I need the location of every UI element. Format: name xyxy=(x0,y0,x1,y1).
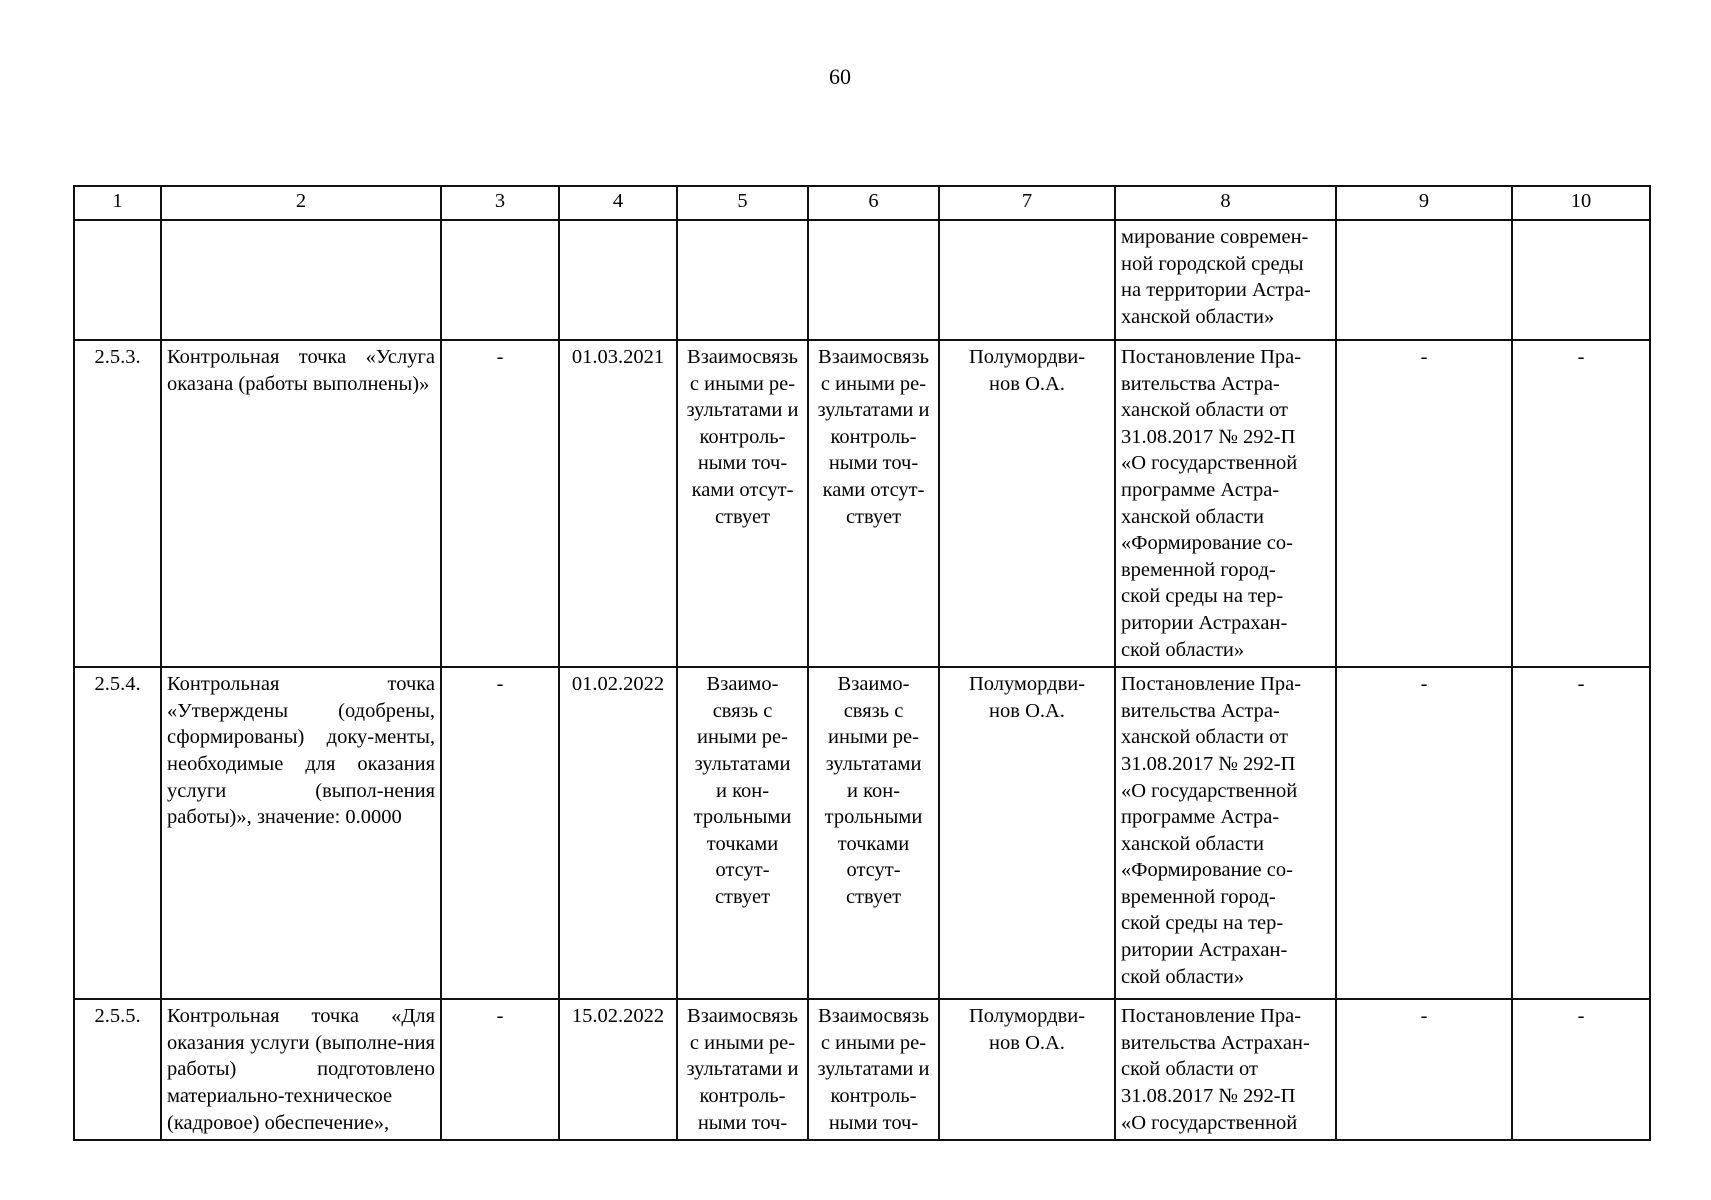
header-col-2: 2 xyxy=(161,186,441,220)
table-cell xyxy=(1336,220,1512,340)
row-number: 2.5.5. xyxy=(74,999,161,1140)
row-number: 2.5.3. xyxy=(74,340,161,667)
dash-cell: - xyxy=(1512,999,1650,1140)
document-table xyxy=(73,185,1651,1141)
document-cell: Постановление Пра- вительства Астра- ханской области от 31.08.2017 № 292-П «О государственной программе Астра- ханской области «Формирование со- временной город- ской среды на тер- ритории Астрахан- ской области» xyxy=(1115,340,1336,667)
table-row-continuation xyxy=(74,220,1650,340)
document-cell: мирование современ- ной городской среды на территории Астра- ханской области» xyxy=(1115,220,1336,340)
control-point-title: Контрольная точка «Для оказания услуги (выполне-ния работы) подготовлено материально-техническое (кадровое) обеспечение», xyxy=(161,999,441,1140)
dash-cell: - xyxy=(441,999,559,1140)
relation-cell: Взаимосвязь с иными ре- зультатами и контроль- ными точ- xyxy=(677,999,808,1140)
header-col-5: 5 xyxy=(677,186,808,220)
table-cell xyxy=(677,220,808,340)
table-row xyxy=(74,999,1650,1140)
relation-cell: Взаимо- связь с иными ре- зультатами и кон- трольными точками отсут- ствует xyxy=(677,667,808,999)
header-col-7: 7 xyxy=(939,186,1115,220)
header-col-1: 1 xyxy=(74,186,161,220)
dash-cell: - xyxy=(441,340,559,667)
control-point-title: Контрольная точка «Утверждены (одобрены, сформированы) доку-менты, необходимые для оказания услуги (выпол-нения работы)», значение: 0.0000 xyxy=(161,667,441,999)
table-cell xyxy=(441,220,559,340)
responsible-cell: Полумордви- нов О.А. xyxy=(939,999,1115,1140)
date-cell: 01.03.2021 xyxy=(559,340,677,667)
table-cell xyxy=(161,220,441,340)
dash-cell: - xyxy=(1512,340,1650,667)
relation-cell: Взаимосвязь с иными ре- зультатами и контроль- ными точ- ками отсут- ствует xyxy=(808,340,939,667)
table-cell xyxy=(808,220,939,340)
date-cell: 15.02.2022 xyxy=(559,999,677,1140)
header-col-3: 3 xyxy=(441,186,559,220)
table-cell xyxy=(74,220,161,340)
page-number: 60 xyxy=(829,64,851,89)
date-cell: 01.02.2022 xyxy=(559,667,677,999)
table-cell xyxy=(1512,220,1650,340)
table-cell xyxy=(559,220,677,340)
control-point-title: Контрольная точка «Услуга оказана (работы выполнены)» xyxy=(161,340,441,667)
table-row xyxy=(74,340,1650,667)
row-number: 2.5.4. xyxy=(74,667,161,999)
table-row xyxy=(74,667,1650,999)
dash-cell: - xyxy=(1336,340,1512,667)
relation-cell: Взаимосвязь с иными ре- зультатами и контроль- ными точ- xyxy=(808,999,939,1140)
relation-cell: Взаимо- связь с иными ре- зультатами и кон- трольными точками отсут- ствует xyxy=(808,667,939,999)
header-row xyxy=(74,186,1650,220)
document-cell: Постановление Пра- вительства Астрахан- ской области от 31.08.2017 № 292-П «О государственной xyxy=(1115,999,1336,1140)
dash-cell: - xyxy=(1336,999,1512,1140)
header-col-6: 6 xyxy=(808,186,939,220)
header-col-10: 10 xyxy=(1512,186,1650,220)
dash-cell: - xyxy=(1512,667,1650,999)
dash-cell: - xyxy=(1336,667,1512,999)
dash-cell: - xyxy=(441,667,559,999)
table-cell xyxy=(939,220,1115,340)
responsible-cell: Полумордви- нов О.А. xyxy=(939,667,1115,999)
header-col-9: 9 xyxy=(1336,186,1512,220)
responsible-cell: Полумордви- нов О.А. xyxy=(939,340,1115,667)
header-col-4: 4 xyxy=(559,186,677,220)
header-col-8: 8 xyxy=(1115,186,1336,220)
relation-cell: Взаимосвязь с иными ре- зультатами и контроль- ными точ- ками отсут- ствует xyxy=(677,340,808,667)
document-cell: Постановление Пра- вительства Астра- ханской области от 31.08.2017 № 292-П «О государственной программе Астра- ханской области «Формирование со- временной город- ской среды на тер- ритории Астрахан- ской области» xyxy=(1115,667,1336,999)
